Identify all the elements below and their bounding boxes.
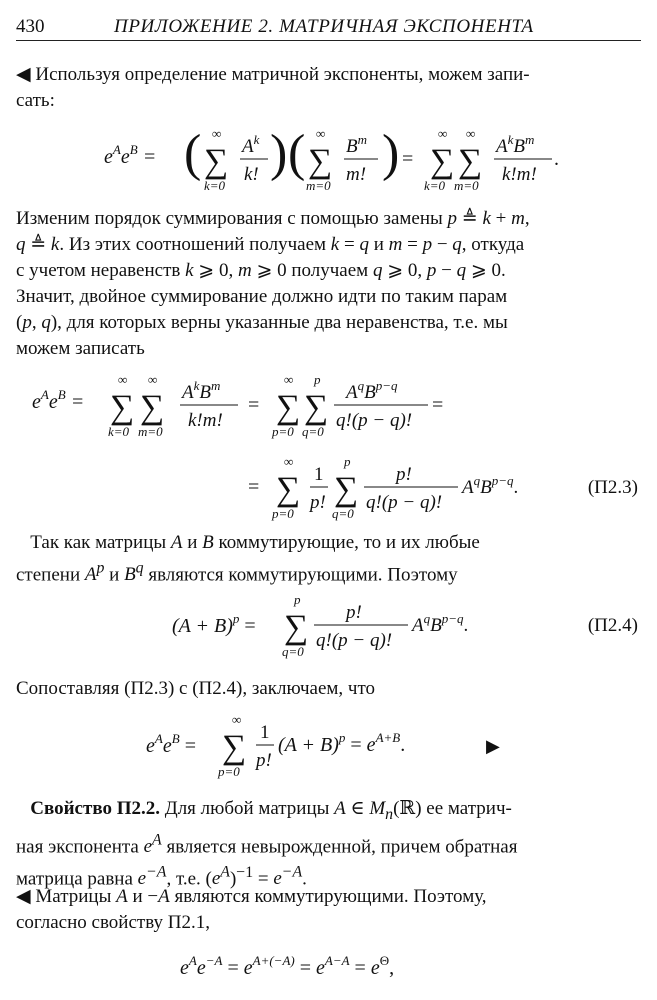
equation-exp-sum [16, 708, 638, 788]
svg-text:∞: ∞ [316, 126, 326, 141]
svg-text:(A + B)p =: $(A + B)^p$ = [172, 611, 256, 637]
svg-text:q=0: q=0 [332, 506, 354, 521]
svg-text:eAeB =: $e^Ae^B$ = [104, 142, 157, 168]
svg-text:.: . [554, 148, 559, 170]
svg-text:k=0: k=0 [108, 424, 130, 439]
svg-text:AqBp−q: $A^qB^{p-q}$ [346, 378, 398, 403]
svg-text:=: = [432, 394, 444, 416]
svg-text:m=0: m=0 [454, 178, 479, 193]
running-title: ПРИЛОЖЕНИЕ 2. МАТРИЧНАЯ ЭКСПОНЕНТА [114, 16, 534, 37]
comparison-paragraph: Сопоставляя (П2.3) с (П2.4), заключаем, что [16, 678, 376, 699]
svg-text:∑: ∑ [308, 143, 333, 180]
commuting-matrices-paragraph: Так как матрицы A и B коммутирующие, то и их любые степени $A^p$ и $B^q$ являются коммутирующими. Поэтому [16, 532, 480, 586]
svg-text:p=0: p=0 [218, 764, 240, 779]
svg-text:m=0: m=0 [138, 424, 163, 439]
equation-exp-product [16, 118, 638, 198]
equation-reindexed-sum [16, 364, 638, 444]
svg-text:∑: ∑ [140, 389, 165, 426]
svg-text:∞: ∞ [232, 712, 242, 727]
svg-text:k=0: k=0 [424, 178, 446, 193]
svg-text:m!: m! [346, 164, 367, 185]
svg-text:∞: ∞ [148, 372, 158, 387]
equation-binomial-sum [16, 446, 638, 526]
svg-text:p!: p! [256, 750, 272, 771]
equation-binomial-theorem [16, 588, 638, 668]
svg-text:∞: ∞ [438, 126, 448, 141]
svg-text:q!(p − q)!: q!(p − q)! [366, 492, 443, 513]
svg-text:p!: p! [310, 492, 326, 513]
svg-text:q!(p − q)!: q!(p − q)! [336, 410, 413, 431]
page-number: 430 [16, 16, 45, 37]
svg-text:AkBm: $A^kB^m$ [496, 132, 535, 157]
svg-text:AkBm: $A^kB^m$ [182, 378, 221, 403]
proof-inverse: ◀ Матрицы A и −A являются коммутирующими. Поэтому, согласно свойству П2.1, [16, 886, 487, 933]
svg-text:m=0: m=0 [306, 178, 331, 193]
svg-text:(A + B)p = eA+B.: $(A + B)^p = e^{A+B}$. [278, 730, 406, 756]
svg-text:∑: ∑ [284, 609, 309, 646]
property-label: Свойство П2.2. [30, 798, 160, 819]
summation-substitution-paragraph: Изменим порядок суммирования с помощью замены p ≜ k + m, q ≜ k. Из этих соотношений получаем k = q и m = p − q, откуда с учетом неравенств k ⩾ 0, m ⩾ 0 получаем q ⩾ 0, p − q ⩾ 0. Значит, двойное суммирование должно идти по таким парам (p, q), для которых верны указанные два неравенства, т.е. мы можем записать [16, 208, 530, 359]
svg-text:1: 1 [260, 722, 270, 743]
svg-text:=: = [248, 476, 260, 498]
svg-text:eAe−A = eA+(−A) = eA−A = eΘ,: $e^Ae^{-A} = e^{A+(-A)} = e^{A-A} = e^\Theta$, [180, 953, 395, 979]
equation-number-p2-4: (П2.4) [587, 615, 638, 636]
svg-text:∑: ∑ [276, 389, 301, 426]
svg-text:∑: ∑ [458, 143, 483, 180]
svg-text:∑: ∑ [304, 389, 329, 426]
svg-text:AqBp−q.: $A^qB^{p-q}$. [462, 473, 519, 498]
equation-inverse [16, 944, 638, 994]
svg-text:): ) [270, 125, 288, 182]
svg-text:1: 1 [314, 464, 324, 485]
svg-text:(: ( [288, 125, 306, 182]
svg-text:): ) [382, 125, 400, 182]
svg-text:k!m!: k!m! [188, 410, 223, 431]
svg-text:∑: ∑ [334, 471, 359, 508]
svg-text:AqBp−q.: $A^qB^{p-q}$. [412, 611, 469, 636]
svg-text:k!m!: k!m! [502, 164, 537, 185]
svg-text:∞: ∞ [212, 126, 222, 141]
svg-text:p: p [294, 592, 301, 607]
svg-text:∑: ∑ [110, 389, 135, 426]
property-p2-2: Свойство П2.2. Для любой матрицы A ∈ $M_n(ℝ)$ ее матрич- ная экспонента $e^A$ является невырожденной, причем обратная матрица равна $e^{-A}$, т.е. $(e^A)^{-1} = e^{-A}$. [16, 798, 518, 890]
svg-text:k=0: k=0 [204, 178, 226, 193]
svg-text:∞: ∞ [118, 372, 128, 387]
svg-text:p!: p! [396, 464, 412, 485]
svg-text:q!(p − q)!: q!(p − q)! [316, 630, 393, 651]
svg-text:p=0: p=0 [272, 424, 294, 439]
svg-text:=: = [402, 148, 414, 170]
proof-intro: ◀ Используя определение матричной экспоненты, можем запи- сать: [16, 64, 530, 111]
svg-text:q=0: q=0 [282, 644, 304, 659]
svg-text:p=0: p=0 [272, 506, 294, 521]
svg-text:Bm: $B^m$ [346, 132, 367, 157]
svg-text:p: p [344, 454, 351, 469]
svg-text:k!: k! [244, 164, 259, 185]
svg-text:p: p [314, 372, 321, 387]
svg-text:∞: ∞ [284, 372, 294, 387]
proof-end-marker: ▶ [486, 736, 500, 756]
svg-text:∞: ∞ [284, 454, 294, 469]
svg-text:=: = [248, 394, 260, 416]
page-header [16, 14, 641, 41]
svg-text:∞: ∞ [466, 126, 476, 141]
svg-text:eAeB =: $e^Ae^B$ = [32, 387, 85, 413]
svg-text:∑: ∑ [430, 143, 455, 180]
svg-text:eAeB =: $e^Ae^B$ = [146, 731, 196, 757]
equation-number-p2-3: (П2.3) [587, 477, 638, 498]
svg-text:∑: ∑ [276, 471, 301, 508]
svg-text:(: ( [184, 125, 202, 182]
svg-text:q=0: q=0 [302, 424, 324, 439]
svg-text:∑: ∑ [222, 729, 247, 766]
svg-text:p!: p! [346, 602, 362, 623]
svg-text:∑: ∑ [204, 143, 229, 180]
svg-text:Ak: $A^k$ [242, 132, 260, 157]
